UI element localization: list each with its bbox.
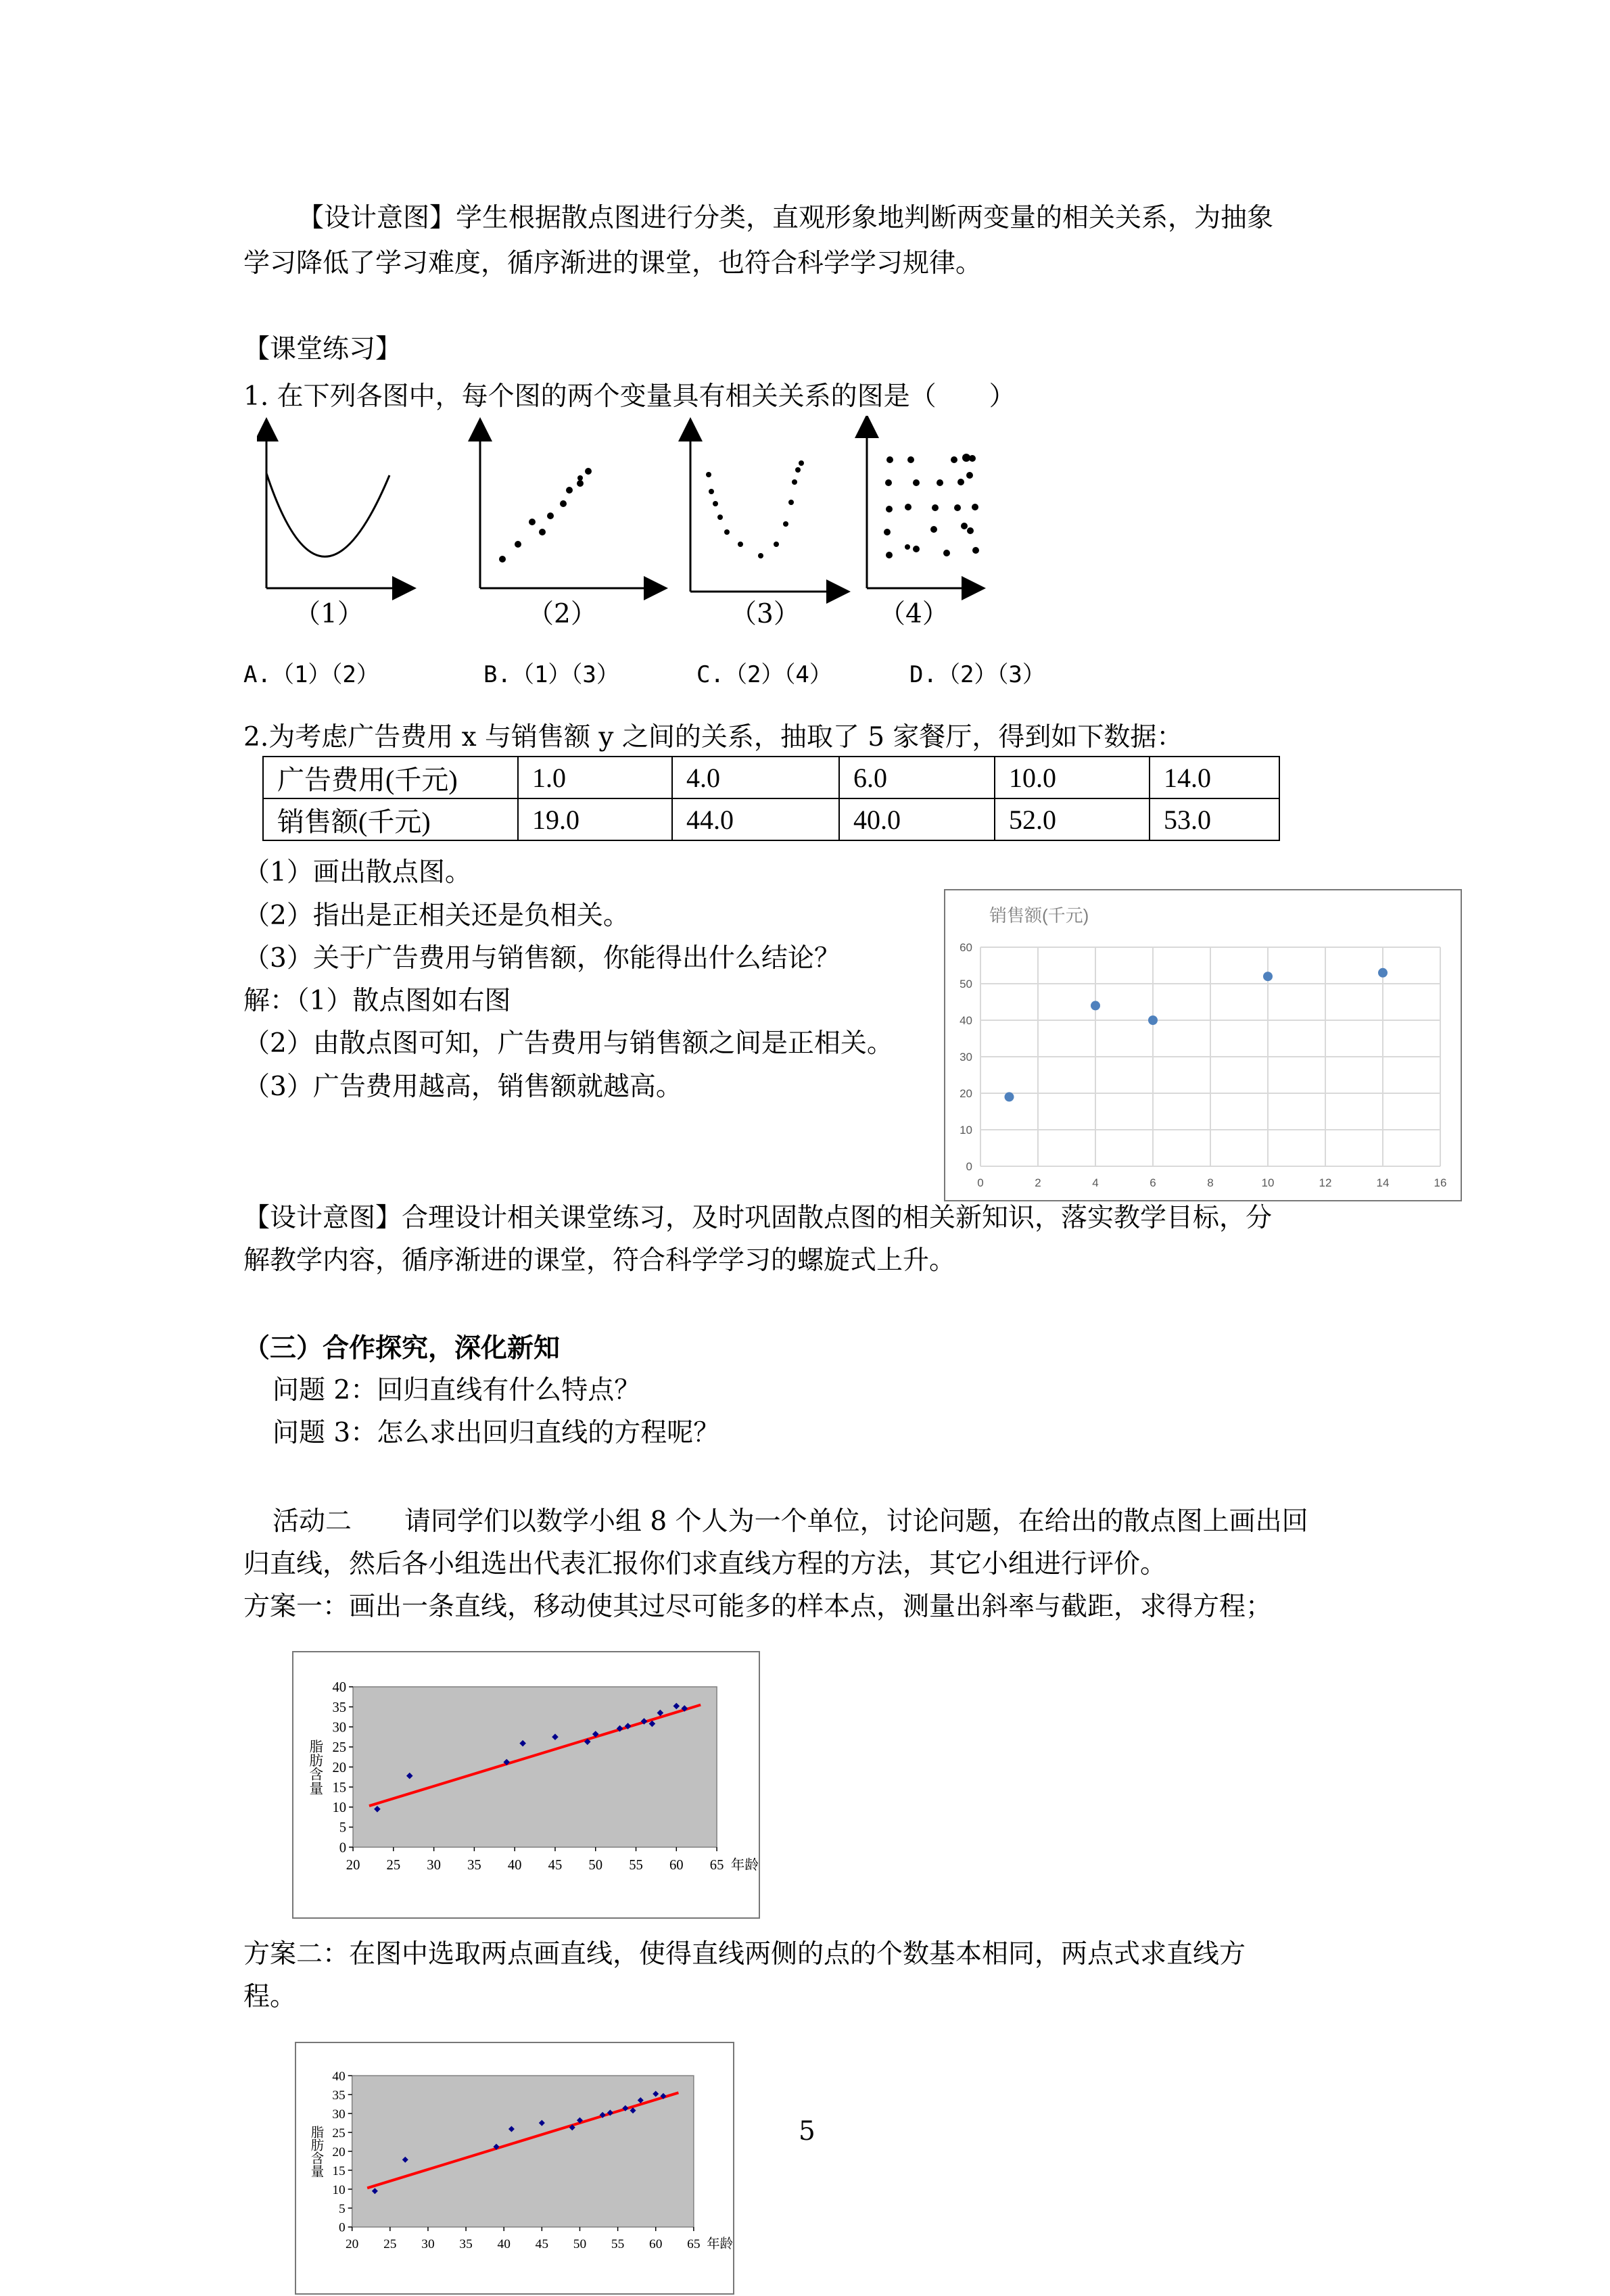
fig2-label: （2） <box>527 599 597 629</box>
y-tick-label: 20 <box>332 2145 346 2159</box>
intent1-line2: 学习降低了学习难度，循序渐进的课堂，也符合科学学习规律。 <box>243 248 982 279</box>
y-tick-label: 10 <box>332 1800 347 1816</box>
subq-1: （1）画出散点图。 <box>243 857 471 888</box>
chart-title: 销售额(千元) <box>989 905 1089 926</box>
y-tick-label: 25 <box>332 1740 347 1756</box>
y-tick-label: 5 <box>339 1820 347 1836</box>
table-cell: 4.0 <box>672 757 839 798</box>
y-tick-label: 35 <box>332 1700 347 1715</box>
y-tick-label: 40 <box>332 1680 347 1696</box>
data-point <box>1091 1001 1100 1010</box>
sales-chart-frame <box>944 889 1462 1201</box>
x-tick-label: 50 <box>588 1858 603 1873</box>
data-table <box>262 756 1280 841</box>
option-c: C.（2）（4） <box>696 661 832 688</box>
intent1-line1: 【设计意图】学生根据散点图进行分类，直观形象地判断两变量的相关关系，为抽象 <box>298 203 1274 233</box>
fig1-label: （1） <box>294 599 364 629</box>
y-tick-label: 0 <box>966 1160 972 1173</box>
y-tick-label: 20 <box>960 1087 972 1100</box>
subq-3: （3）关于广告费用与销售额，你能得出什么结论？ <box>243 943 840 974</box>
fig3-u-scatter <box>690 429 838 592</box>
page-number: 5 <box>799 2116 815 2147</box>
activity2-line2: 归直线，然后各小组选出代表汇报你们求直线方程的方法，其它小组进行评价。 <box>243 1549 1167 1579</box>
x-tick-label: 16 <box>1434 1176 1447 1189</box>
regression-chart-1-frame <box>292 1651 760 1919</box>
x-tick-label: 14 <box>1376 1176 1390 1189</box>
x-tick-label: 65 <box>687 2237 701 2251</box>
y-tick-label: 30 <box>960 1051 972 1063</box>
answer-3: （3）广告费用越高，销售额就越高。 <box>243 1072 682 1102</box>
table-cell: 6.0 <box>839 757 995 798</box>
x-tick-label: 4 <box>1092 1176 1099 1189</box>
x-tick-label: 45 <box>535 2237 549 2251</box>
subq-2: （2）指出是正相关还是负相关。 <box>243 901 630 931</box>
data-point <box>1263 972 1273 981</box>
table-row <box>263 757 1279 798</box>
table-cell: 40.0 <box>839 798 995 840</box>
table-cell: 10.0 <box>995 757 1150 798</box>
x-tick-label: 8 <box>1207 1176 1214 1189</box>
plan2-line1: 方案二：在图中选取两点画直线，使得直线两侧的点的个数基本相同，两点式求直线方 <box>243 1939 1246 1969</box>
table-cell: 53.0 <box>1150 798 1279 840</box>
practice-heading: 【课堂练习】 <box>243 334 402 364</box>
plot-area <box>352 2076 694 2227</box>
y-tick-label: 40 <box>332 2069 346 2084</box>
x-tick-label: 60 <box>669 1858 684 1873</box>
y-tick-label: 10 <box>332 2182 346 2197</box>
problem-2: 问题 2：回归直线有什么特点？ <box>273 1375 641 1406</box>
fig1-curve-plot <box>266 429 404 588</box>
option-b: B.（1）（3） <box>483 661 619 688</box>
y-tick-label: 50 <box>960 978 972 990</box>
y-tick-label: 30 <box>332 2107 346 2122</box>
intent2-line2: 解教学内容，循序渐进的课堂，符合科学学习的螺旋式上升。 <box>243 1245 956 1276</box>
x-tick-label: 65 <box>709 1858 724 1873</box>
fig4-label: （4） <box>879 599 949 629</box>
fig4-random-scatter <box>867 426 979 588</box>
plan2-line2: 程。 <box>243 1982 297 2012</box>
answer-1: 解：（1）散点图如右图 <box>243 986 511 1016</box>
x-tick-label: 30 <box>427 1858 441 1873</box>
x-tick-label: 40 <box>497 2237 511 2251</box>
x-tick-label: 35 <box>467 1858 481 1873</box>
answer-2: （2）由散点图可知，广告费用与销售额之间是正相关。 <box>243 1028 893 1059</box>
y-tick-label: 40 <box>960 1014 972 1027</box>
regression-chart-2-frame <box>295 2042 734 2295</box>
y-tick-label: 0 <box>339 2220 346 2235</box>
y-tick-label: 30 <box>332 1720 347 1736</box>
x-tick-label: 0 <box>977 1176 984 1189</box>
x-tick-label: 55 <box>611 2237 625 2251</box>
y-tick-label: 15 <box>332 2163 346 2178</box>
q1-stem: 1. 在下列各图中，每个图的两个变量具有相关关系的图是（ ） <box>243 381 1016 412</box>
table-row <box>263 798 1279 840</box>
x-tick-label: 30 <box>421 2237 435 2251</box>
x-tick-label: 55 <box>629 1858 643 1873</box>
x-tick-label: 35 <box>459 2237 473 2251</box>
q2-stem: 2.为考虑广告费用 x 与销售额 y 之间的关系，抽取了 5 家餐厅，得到如下数据： <box>243 722 1183 752</box>
table-cell: 19.0 <box>518 798 672 840</box>
fig2-linear-scatter <box>480 429 656 588</box>
x-tick-label: 12 <box>1319 1176 1332 1189</box>
x-tick-label: 40 <box>507 1858 522 1873</box>
regression-chart-1 <box>293 1652 759 1917</box>
option-a: A.（1）（2） <box>243 661 379 688</box>
x-axis-label: 年龄 <box>730 1858 759 1873</box>
data-point <box>1378 968 1388 978</box>
table-cell: 44.0 <box>672 798 839 840</box>
y-tick-label: 35 <box>332 2088 346 2103</box>
table-cell: 1.0 <box>518 757 672 798</box>
x-tick-label: 25 <box>383 2237 397 2251</box>
table-cell: 14.0 <box>1150 757 1279 798</box>
y-axis-label: 脂肪含量 <box>306 1739 322 1795</box>
intent2-line1: 【设计意图】合理设计相关课堂练习，及时巩固散点图的相关新知识，落实教学目标，分 <box>243 1203 1273 1233</box>
x-tick-label: 20 <box>346 2237 359 2251</box>
regression-chart-2 <box>296 2043 733 2293</box>
section3-heading: （三）合作探究，深化新知 <box>243 1333 561 1364</box>
sales-scatter-chart <box>945 890 1461 1200</box>
x-tick-label: 2 <box>1035 1176 1041 1189</box>
y-tick-label: 20 <box>332 1760 347 1775</box>
data-point <box>1148 1015 1158 1025</box>
table-cell: 广告费用(千元) <box>263 757 518 798</box>
plot-area <box>353 1687 717 1847</box>
x-tick-label: 50 <box>573 2237 587 2251</box>
activity2-line1: 活动二 请同学们以数学小组 8 个人为一个单位，讨论问题，在给出的散点图上画出回 <box>273 1506 1308 1537</box>
y-tick-label: 5 <box>339 2201 346 2216</box>
x-tick-label: 20 <box>346 1858 360 1873</box>
x-tick-label: 60 <box>649 2237 663 2251</box>
plan1-text: 方案一：画出一条直线，移动使其过尽可能多的样本点，测量出斜率与截距，求得方程； <box>243 1592 1273 1622</box>
x-tick-label: 25 <box>386 1858 401 1873</box>
x-axis-label: 年龄 <box>707 2237 733 2251</box>
table-cell: 销售额(千元) <box>263 798 518 840</box>
data-point <box>1005 1092 1014 1101</box>
y-axis-label: 脂肪含量 <box>308 2125 323 2178</box>
x-tick-label: 10 <box>1261 1176 1275 1189</box>
y-tick-label: 15 <box>332 1780 347 1796</box>
y-tick-label: 25 <box>332 2126 346 2140</box>
y-tick-label: 0 <box>339 1840 347 1856</box>
y-tick-label: 10 <box>960 1124 972 1137</box>
option-d: D.（2）（3） <box>909 661 1045 688</box>
fig3-label: （3） <box>730 599 800 629</box>
y-tick-label: 60 <box>960 941 972 954</box>
x-tick-label: 6 <box>1150 1176 1156 1189</box>
table-cell: 52.0 <box>995 798 1150 840</box>
x-tick-label: 45 <box>548 1858 563 1873</box>
problem-3: 问题 3：怎么求出回归直线的方程呢？ <box>273 1418 720 1448</box>
